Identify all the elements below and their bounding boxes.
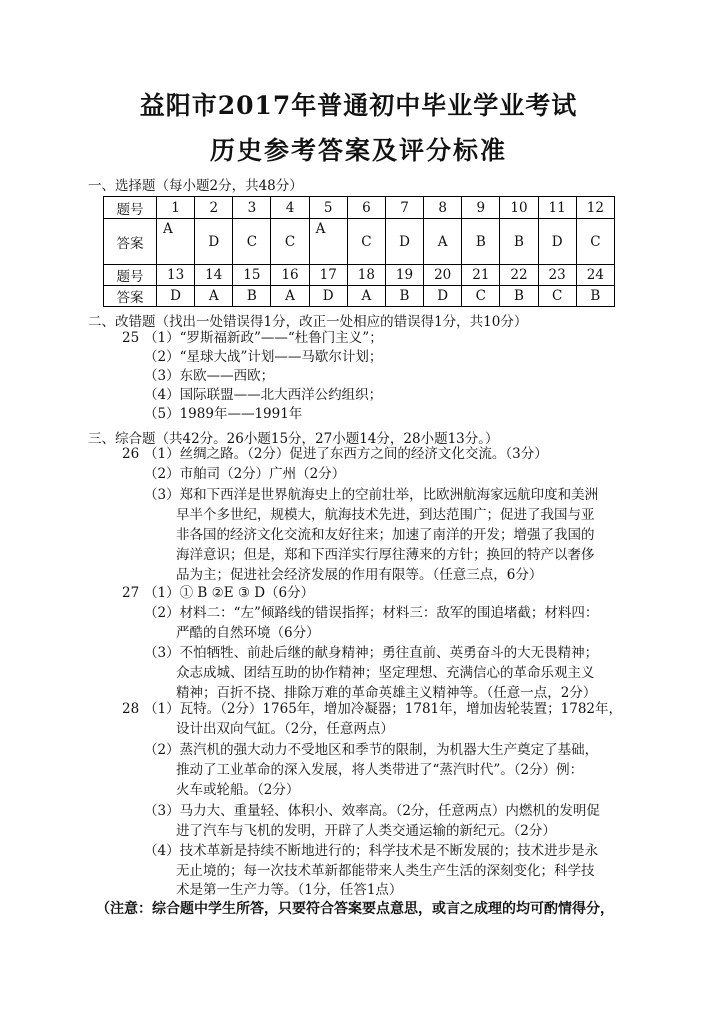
answer-cell: A bbox=[271, 286, 309, 307]
answer-line: （4）技术革新是持续不断地进行的；科学技术是不断发展的；技术进步是永 bbox=[144, 843, 599, 859]
answer-line: （1）① B ②E ③ D（6分） bbox=[144, 585, 315, 601]
answer-line: 设计出双向气缸。（2分，任意两点） bbox=[176, 721, 394, 737]
answer-cell bbox=[309, 219, 347, 265]
answer-line: 海洋意识；但是，郑和下西洋实行厚往薄来的方针；换回的特产以奢侈 bbox=[176, 547, 595, 563]
question-number: 10 bbox=[500, 197, 538, 219]
answer-cell: D bbox=[385, 219, 423, 265]
answer-line: 早半个多世纪，规模大，航海技术先进，到达范围广；促进了我国与亚 bbox=[176, 507, 595, 523]
answer-cell: A bbox=[195, 286, 233, 307]
answer-cell: D bbox=[309, 286, 347, 307]
question-number: 2 bbox=[195, 197, 233, 219]
answer-line: （3）郑和下西洋是世界航海史上的空前壮举，比欧洲航海家远航印度和美洲 bbox=[144, 487, 599, 503]
answer-line: （1）瓦特。（2分）1765年，增加冷凝器；1781年，增加齿轮装置；1782年， bbox=[144, 701, 622, 717]
question-number: 11 bbox=[538, 197, 576, 219]
answer-line: 术是第一生产力等。（1分，任答1点） bbox=[176, 882, 403, 898]
answer-cell: D bbox=[538, 219, 576, 265]
answer-cell: C bbox=[538, 286, 576, 307]
section3-heading: 三、综合题（共42分。26小题15分，27小题14分，28小题13分。） bbox=[88, 431, 499, 447]
question-number: 17 bbox=[309, 265, 347, 286]
question-number: 19 bbox=[385, 265, 423, 286]
answer-cell: B bbox=[385, 286, 423, 307]
document-subtitle: 历史参考答案及评分标准 bbox=[209, 136, 507, 165]
correction-item: （5）1989年——1991年 bbox=[144, 406, 303, 422]
answer-line: （1）丝绸之路。（2分）促进了东西方之间的经济文化交流。（3分） bbox=[144, 446, 548, 462]
label-answer: 答案 bbox=[104, 219, 157, 265]
question-number: 3 bbox=[233, 197, 271, 219]
question-number: 14 bbox=[195, 265, 233, 286]
answer-cell: C bbox=[347, 219, 385, 265]
question-number: 21 bbox=[462, 265, 500, 286]
table-row bbox=[104, 219, 615, 265]
answer-line: 非各国的经济文化交流和友好往来；加速了南洋的开发；增强了我国的 bbox=[176, 527, 595, 543]
question-number: 5 bbox=[309, 197, 347, 219]
question-number: 4 bbox=[271, 197, 309, 219]
question-number: 23 bbox=[538, 265, 576, 286]
answer-line: 众志成城、团结互助的协作精神；坚定理想、充满信心的革命乐观主义 bbox=[176, 665, 595, 681]
answer-value: A bbox=[315, 221, 326, 237]
correction-item: （3）东欧——西欧； bbox=[144, 368, 275, 384]
correction-item: （1）“罗斯福新政”——“杜鲁门主义”； bbox=[144, 330, 383, 346]
answer-cell: B bbox=[500, 219, 538, 265]
answer-cell: B bbox=[500, 286, 538, 307]
question-number: 7 bbox=[385, 197, 423, 219]
question-number: 12 bbox=[576, 197, 614, 219]
answer-line: （3）马力大、重量轻、体积小、效率高。（2分，任意两点）内燃机的发明促 bbox=[144, 803, 600, 819]
answer-line: （2）材料二：“左”倾路线的错误指挥；材料三：敌军的围追堵截；材料四： bbox=[144, 605, 599, 621]
answer-line: 严酷的自然环境（6分） bbox=[176, 625, 320, 641]
answer-line: （3）不怕牺牲、前赴后继的献身精神；勇往直前、英勇奋斗的大无畏精神； bbox=[144, 645, 599, 661]
question-number: 6 bbox=[347, 197, 385, 219]
answer-line: 火车或轮船。（2分） bbox=[176, 782, 300, 798]
question-number: 1 bbox=[157, 197, 195, 219]
answer-cell: B bbox=[462, 219, 500, 265]
correction-item: （2）“星球大战”计划——马歇尔计划； bbox=[144, 349, 383, 365]
question-number: 18 bbox=[347, 265, 385, 286]
table-row bbox=[104, 286, 615, 307]
answer-cell: D bbox=[157, 286, 195, 307]
label-question-number: 题号 bbox=[104, 197, 157, 219]
answer-table bbox=[103, 196, 615, 307]
answer-cell: C bbox=[462, 286, 500, 307]
answer-cell: D bbox=[424, 286, 462, 307]
section2-heading: 二、改错题（找出一处错误得1分，改正一处相应的错误得1分，共10分） bbox=[88, 314, 528, 330]
answer-cell: D bbox=[195, 219, 233, 265]
question-number: 22 bbox=[500, 265, 538, 286]
answer-line: 无止境的；每一次技术革新都能带来人类生产生活的深刻变化；科学技 bbox=[176, 863, 595, 879]
answer-cell: C bbox=[576, 219, 614, 265]
answer-cell bbox=[157, 219, 195, 265]
section1-heading: 一、选择题（每小题2分，共48分） bbox=[88, 178, 303, 194]
answer-line: 精神；百折不挠、排除万难的革命英雄主义精神等。（任意一点，2分） bbox=[176, 685, 597, 701]
answer-cell: B bbox=[576, 286, 614, 307]
question-number: 16 bbox=[271, 265, 309, 286]
answer-line: 品为主；促进社会经济发展的作用有限等。（任意三点，6分） bbox=[176, 567, 543, 583]
answer-cell: C bbox=[271, 219, 309, 265]
question-number-27: 27 bbox=[122, 585, 140, 601]
question-number: 13 bbox=[157, 265, 195, 286]
question-number-25: 25 bbox=[122, 330, 140, 346]
label-question-number: 题号 bbox=[104, 265, 157, 286]
question-number: 15 bbox=[233, 265, 271, 286]
question-number: 24 bbox=[576, 265, 614, 286]
question-number: 20 bbox=[424, 265, 462, 286]
answer-cell: B bbox=[233, 286, 271, 307]
answer-line: （2）蒸汽机的强大动力不受地区和季节的限制，为机器大生产奠定了基础， bbox=[144, 742, 599, 758]
table-row bbox=[104, 197, 615, 219]
answer-line: 推动了工业革命的深入发展，将人类带进了“蒸汽时代”。（2分）例： bbox=[176, 762, 584, 778]
question-number-28: 28 bbox=[122, 701, 140, 717]
label-answer: 答案 bbox=[104, 286, 157, 307]
question-number: 9 bbox=[462, 197, 500, 219]
correction-item: （4）国际联盟——北大西洋公约组织； bbox=[144, 387, 383, 403]
question-number: 8 bbox=[424, 197, 462, 219]
table-row bbox=[104, 265, 615, 286]
document-title: 益阳市2017年普通初中毕业学业考试 bbox=[139, 91, 578, 120]
question-number-26: 26 bbox=[122, 446, 140, 462]
answer-cell: A bbox=[347, 286, 385, 307]
grading-note: （注意：综合题中学生所答，只要符合答案要点意思，或言之成理的均可酌情得分， bbox=[96, 901, 614, 917]
answer-line: （2）市舶司（2分）广州（2分） bbox=[144, 466, 346, 482]
answer-line: 进了汽车与飞机的发明，开辟了人类交通运输的新纪元。（2分） bbox=[176, 823, 556, 839]
answer-value: A bbox=[163, 221, 173, 237]
answer-cell: A bbox=[424, 219, 462, 265]
answer-cell: C bbox=[233, 219, 271, 265]
